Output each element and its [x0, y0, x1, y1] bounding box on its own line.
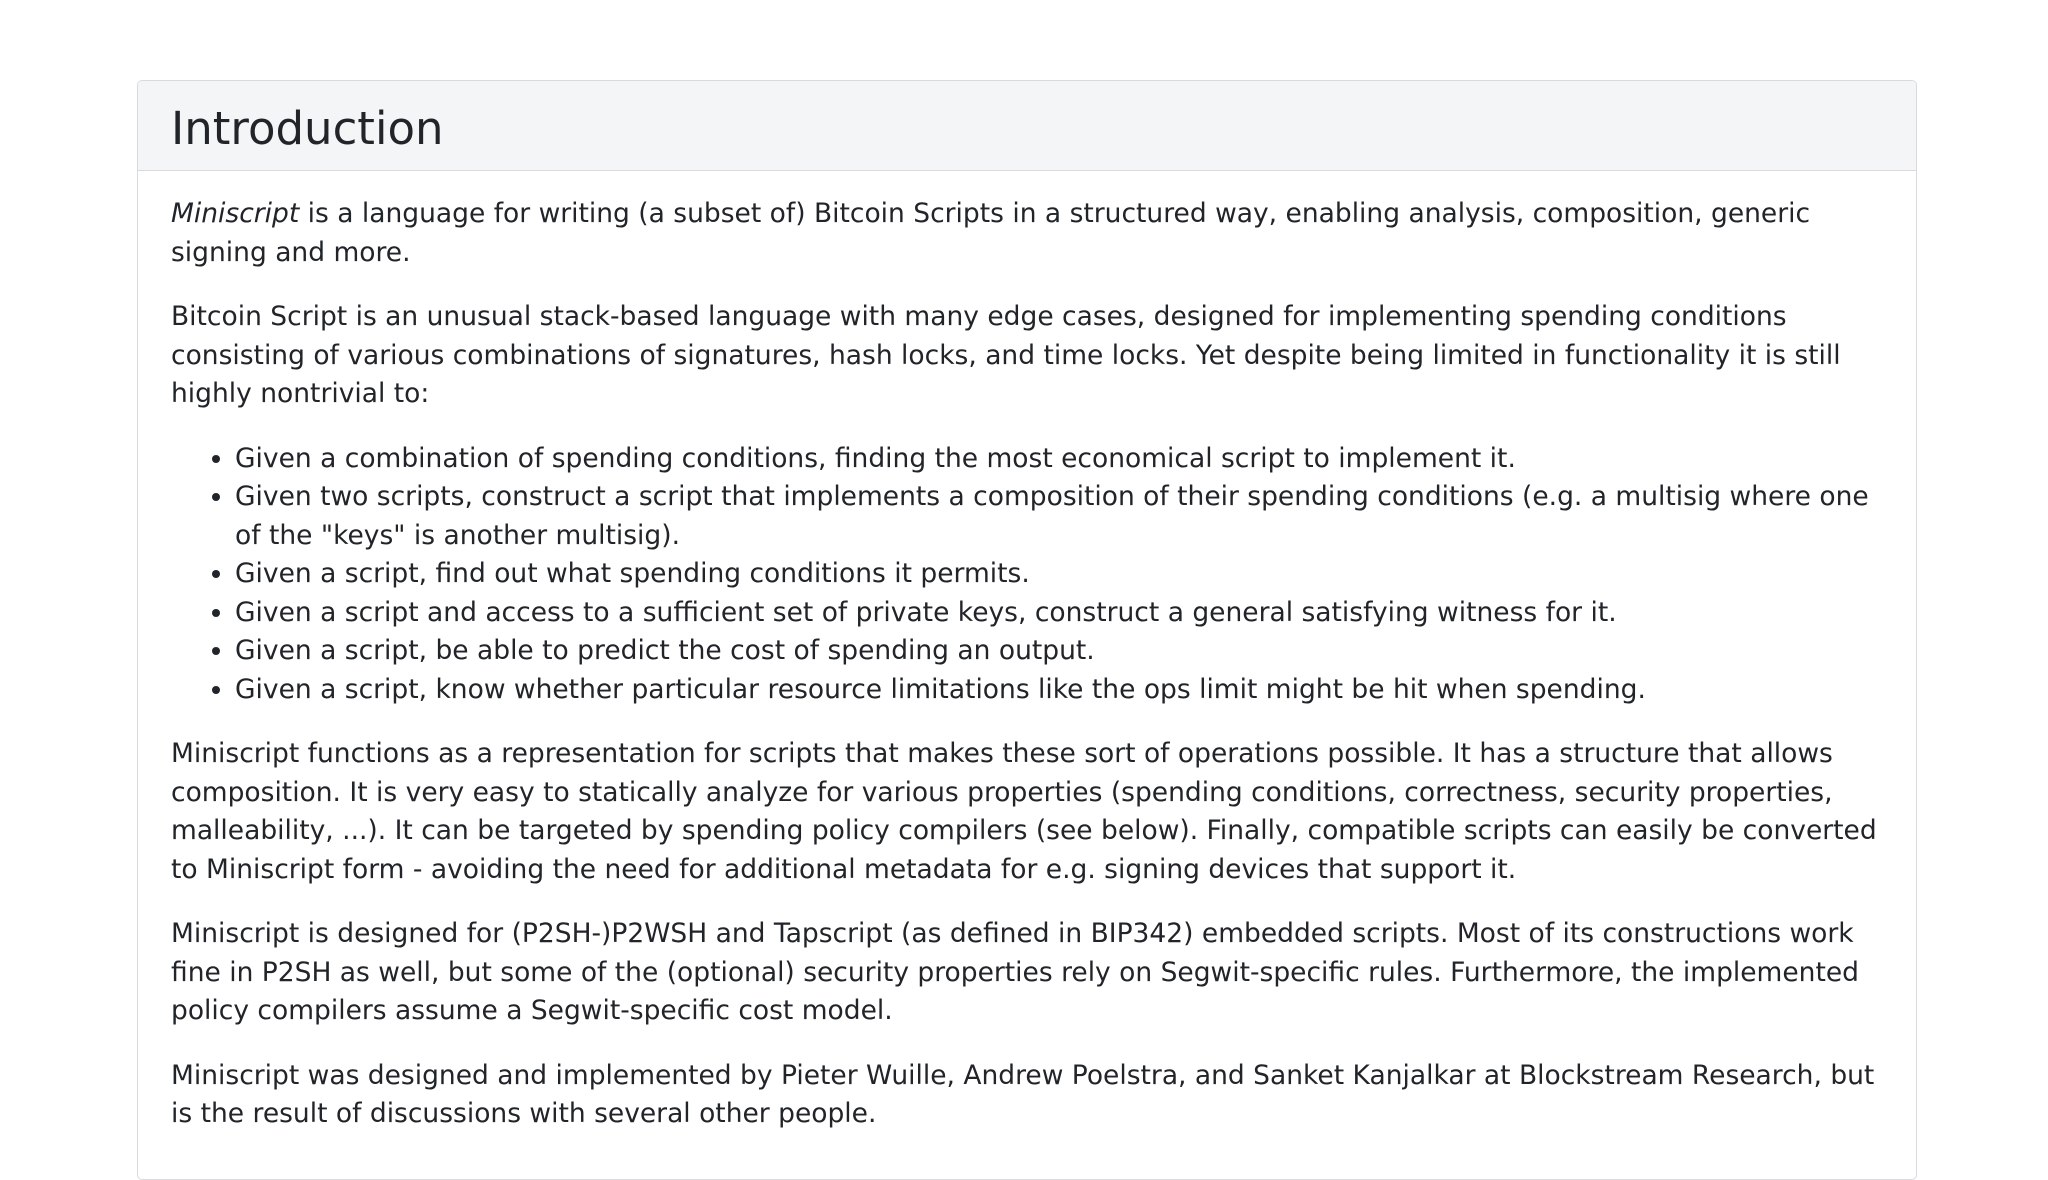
functions-paragraph: Miniscript functions as a representation for scripts that makes these sort of operations possible. It has a structure that allows composition. It is very easy to statically analyze for various properties (spending conditions, correctness, security properties, malleability, ...). It can be targeted by spending policy compilers (see below). Finally, compatible scripts can easily be converted to Miniscript form - avoiding the need for additional metadata for e.g. signing devices that support it.: [171, 738, 1877, 885]
intro-text: is a language for writing (a subset of) Bitcoin Scripts in a structured way, enabling analysis, composition, generic signing and more.: [171, 198, 1811, 268]
authors-paragraph: Miniscript was designed and implemented by Pieter Wuille, Andrew Poelstra, and Sanket Kanjalkar at Blockstream Research, but is the result of discussions with several other people.: [171, 1059, 1875, 1129]
miniscript-term: Miniscript: [171, 198, 300, 229]
bitcoin-script-paragraph: Bitcoin Script is an unusual stack-based language with many edge cases, designed for implementing spending conditions consisting of various combinations of signatures, hash locks, and time locks. Yet despite being limited in functionality it is still highly nontrivial to:: [171, 301, 1841, 409]
design-paragraph: Miniscript is designed for (P2SH-)P2WSH and Tapscript (as defined in BIP342) embedded scripts. Most of its constructions work fine in P2SH as well, but some of the (optional) security properties rely on Segwit-specific rules. Furthermore, the implemented policy compilers assume a Segwit-specific cost model.: [171, 918, 1859, 1026]
intro-paragraph: [171, 195, 1883, 272]
list-item: • Given two scripts, construct a script that implements a composition of their spending conditions (e.g. a multisig where one of the "keys" is another multisig).: [235, 478, 1883, 555]
list-item: • Given a combination of spending conditions, finding the most economical script to implement it.: [235, 440, 1883, 479]
list-item: • Given a script and access to a sufficient set of private keys, construct a general satisfying witness for it.: [235, 594, 1883, 633]
problem-list: [171, 440, 1883, 710]
introduction-card: [137, 80, 1917, 1180]
card-header: [138, 81, 1916, 171]
card-body: [138, 171, 1916, 1134]
list-item: • Given a script, be able to predict the cost of spending an output.: [235, 632, 1883, 671]
list-item: • Given a script, find out what spending conditions it permits.: [235, 555, 1883, 594]
list-item: • Given a script, know whether particular resource limitations like the ops limit might be hit when spending.: [235, 671, 1883, 710]
section-title: Introduction: [171, 102, 444, 155]
